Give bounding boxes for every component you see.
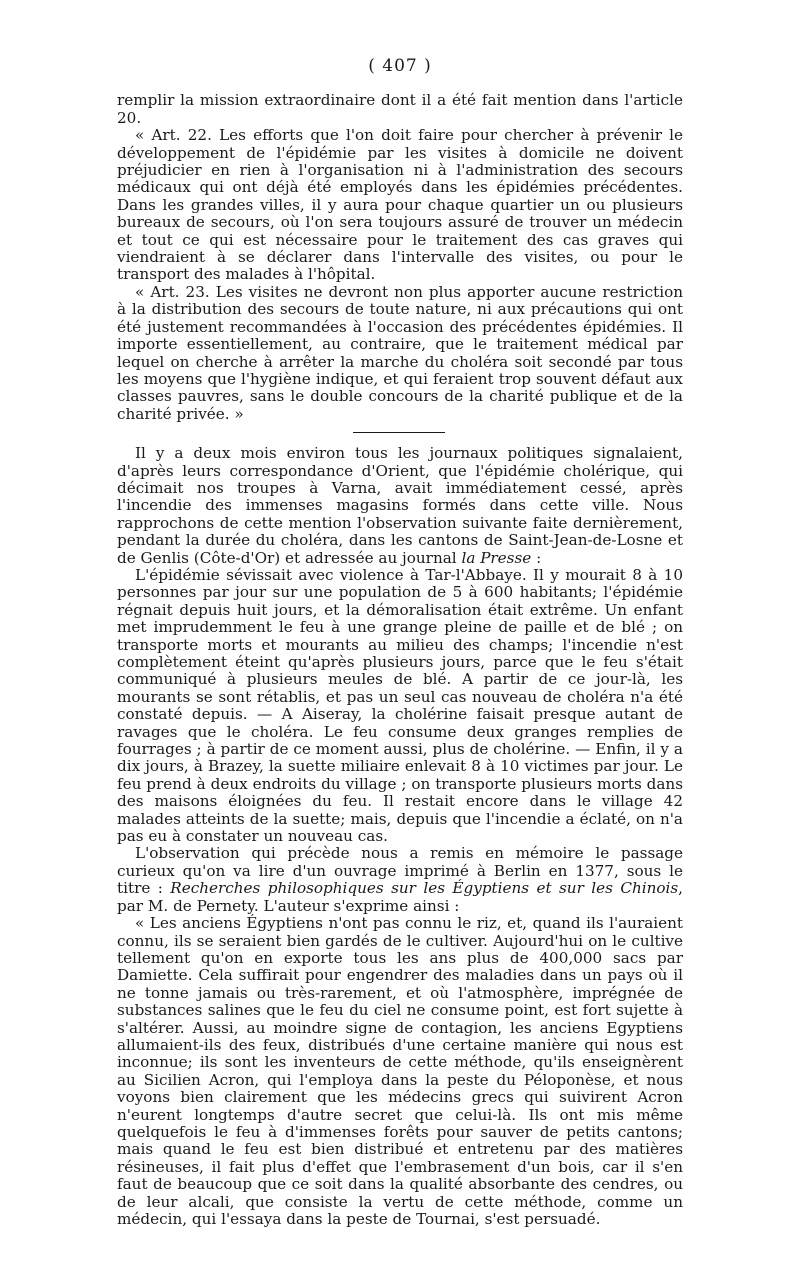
paragraph-journaux	[117, 445, 683, 567]
text-run: , par M. de Pernety. L'auteur s'exprime ainsi :	[117, 879, 683, 915]
paragraph-article-22: « Art. 22. Les efforts que l'on doit faire pour chercher à prévenir le développement de l'épidémie par les visites à domicile ne doivent préjudicier en rien à l'organisation ni à l'administration des secours médicaux qui ont déjà été employés dans les épidémies précédentes. Dans les grandes villes, il y aura pour chaque quartier un ou plusieurs bureaux de secours, où l'on sera toujours assuré de trouver un médecin et tout ce qui est nécessaire pour le traitement des cas graves qui viendraient à se déclarer dans l'intervalle des visites, ou pour le transport des malades à l'hôpital.	[117, 126, 683, 284]
italic-title: la Presse	[461, 548, 532, 567]
text-run: :	[531, 548, 542, 567]
paragraph-article-23: « Art. 23. Les visites ne devront non plus apporter aucune restriction à la distribution des secours de toute nature, ni aux précautions qui ont été justement recommandées à l'occasion des précédentes épidémies. Il importe essentiellement, au contraire, que le traitement médical par lequel on cherche à arrêter la marche du choléra soit secondé par tous les moyens que l'hygiène indique, et qui feraient trop souvent défaut aux classes pauvres, sans le double concours de la charité publique et de la charité privée. »	[117, 282, 683, 423]
paragraph-1: remplir la mission extraordinaire dont il a été fait mention dans l'article 20.	[117, 91, 683, 127]
section-divider	[353, 432, 445, 433]
paragraph-observation	[117, 845, 683, 915]
italic-title: Recherches philosophiques sur les Égyptiens et sur les Chinois	[170, 879, 679, 898]
text-run: Il y a deux mois environ tous les journaux politiques signalaient, d'après leurs correspondance d'Orient, que l'épidémie cholérique, qui décimait nos troupes à Varna, avait immédiatement cessé, après l'incendie des immenses magasins formés dans cette ville. Nous rapprochons de cette mention l'observation suivante faite dernièrement, pendant la durée du choléra, dans les cantons de Saint-Jean-de-Losne et de Genlis (Côte-d'Or) et adressée au journal	[117, 444, 683, 567]
page-number: ( 407 )	[368, 56, 432, 76]
paragraph-epidemie: L'épidémie sévissait avec violence à Tar-l'Abbaye. Il y mourait 8 à 10 personnes par jour sur une population de 5 à 600 habitants; l'épidémie régnait depuis huit jours, et la démoralisation était extrême. Un enfant met imprudemment le feu à une grange pleine de paille et de blé ; on transporte morts et mourants au milieu des champs; l'incendie n'est complètement éteint qu'après plusieurs jours, parce que le feu s'était communiqué à plusieurs meules de blé. A partir de ce jour-là, les mourants se sont rétablis, et pas un seul cas nouveau de choléra n'a été constaté depuis. — A Aiseray, la cholérine faisait presque autant de ravages que le choléra. Le feu consume deux granges remplies de fourrages ; à partir de ce moment aussi, plus de cholérine. — Enfin, il y a dix jours, à Brazey, la suette miliaire enlevait 8 à 10 victimes par jour. Le feu prend à deux endroits du village ; on transporte plusieurs morts dans des maisons éloignées du feu. Il restait encore dans le village 42 malades atteints de la suette; mais, depuis que l'incendie a éclaté, on n'a pas eu à constater un nouveau cas.	[117, 565, 683, 846]
document-page	[117, 58, 683, 1228]
text-run: L'observation qui précède nous a remis en mémoire le passage curieux qu'on va lire d'un ouvrage imprimé à Berlin en 1377, sous le titre :	[117, 844, 683, 898]
paragraph-egyptiens: « Les anciens Égyptiens n'ont pas connu le riz, et, quand ils l'auraient connu, ils se seraient bien gardés de le cultiver. Aujourd'hui on le cultive tellement qu'on en exporte tous les ans plus de 400,000 sacs par Damiette. Cela suffirait pour engendrer des maladies dans un pays où il ne tonne jamais ou très-rarement, et où l'atmosphère, imprégnée de substances salines que le feu du ciel ne consume point, est fort sujette à s'altérer. Aussi, au moindre signe de contagion, les anciens Egyptiens allumaient-ils des feux, distribués d'une certaine manière qui nous est inconnue; ils sont les inventeurs de cette méthode, qu'ils enseignèrent au Sicilien Acron, qui l'employa dans la peste du Péloponèse, et nous voyons bien clairement que les médecins grecs qui suivirent Acron n'eurent longtemps d'autre secret que celui-là. Ils ont mis même quelquefois le feu à d'immenses forêts pour sauver de petits cantons; mais quand le feu est bien distribué et entretenu par des matières résineuses, il fait plus d'effet que l'embrasement d'un bois, car il s'en faut de beaucoup que ce soit dans la qualité absorbante des cendres, ou de leur alcali, que consiste la vertu de cette méthode, comme un médecin, qui l'essaya dans la peste de Tournai, s'est persuadé.	[117, 914, 683, 1228]
